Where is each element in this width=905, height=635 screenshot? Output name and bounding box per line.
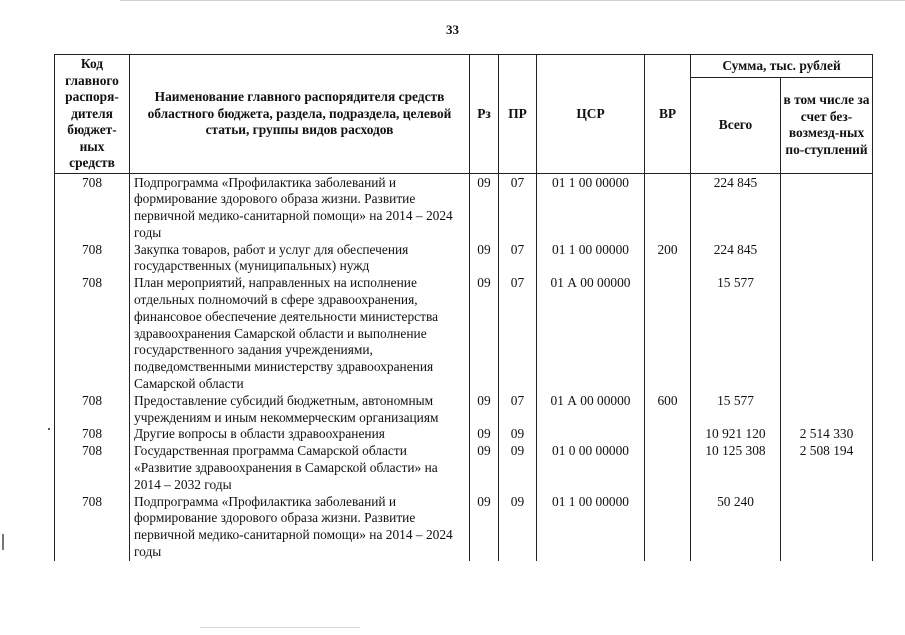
cell-total: 10 921 120 xyxy=(691,426,781,443)
cell-csr: 01 1 00 00000 xyxy=(537,242,645,276)
cell-pr: 07 xyxy=(499,275,537,393)
cell-vr: 600 xyxy=(645,393,691,427)
cell-rz: 09 xyxy=(470,173,499,242)
cell-vr xyxy=(645,443,691,493)
cell-rz: 09 xyxy=(470,443,499,493)
cell-code: 708 xyxy=(55,494,130,561)
cell-grants xyxy=(781,393,873,427)
cell-csr: 01 0 00 00000 xyxy=(537,443,645,493)
cell-rz: 09 xyxy=(470,426,499,443)
header-pr: ПР xyxy=(499,55,537,174)
table-body xyxy=(55,173,873,561)
cell-pr: 07 xyxy=(499,393,537,427)
scan-margin-mark xyxy=(2,534,4,550)
cell-name: Закупка товаров, работ и услуг для обеспечения государственных (муниципальных) нужд xyxy=(130,242,470,276)
header-code: Код главного распоря-дителя бюджет-ных средств xyxy=(55,55,130,174)
cell-grants: 2 514 330 xyxy=(781,426,873,443)
cell-vr xyxy=(645,173,691,242)
cell-code: 708 xyxy=(55,426,130,443)
table-row xyxy=(55,393,873,427)
cell-grants xyxy=(781,494,873,561)
cell-total: 15 577 xyxy=(691,393,781,427)
cell-csr xyxy=(537,426,645,443)
cell-grants: 2 508 194 xyxy=(781,443,873,493)
table-row xyxy=(55,275,873,393)
header-vr: ВР xyxy=(645,55,691,174)
header-rz: Рз xyxy=(470,55,499,174)
cell-name: Подпрограмма «Профилактика заболеваний и формирование здорового образа жизни. Развитие первичной медико-санитарной помощи» на 2014 – 2024 годы xyxy=(130,173,470,242)
cell-csr: 01 1 00 00000 xyxy=(537,494,645,561)
cell-vr xyxy=(645,426,691,443)
header-grants: в том числе за счет без-возмезд-ных по-ступлений xyxy=(781,78,873,174)
header-sum-group: Сумма, тыс. рублей xyxy=(691,55,873,78)
header-total: Всего xyxy=(691,78,781,174)
cell-total: 10 125 308 xyxy=(691,443,781,493)
cell-code: 708 xyxy=(55,393,130,427)
scan-speck xyxy=(48,428,50,430)
cell-code: 708 xyxy=(55,242,130,276)
cell-csr: 01 А 00 00000 xyxy=(537,275,645,393)
table-row xyxy=(55,494,873,561)
scan-edge-line xyxy=(120,0,905,1)
cell-pr: 07 xyxy=(499,242,537,276)
table-header xyxy=(55,55,873,174)
table-row xyxy=(55,242,873,276)
cell-rz: 09 xyxy=(470,275,499,393)
cell-total: 50 240 xyxy=(691,494,781,561)
cell-csr: 01 1 00 00000 xyxy=(537,173,645,242)
cell-code: 708 xyxy=(55,443,130,493)
budget-table xyxy=(54,54,873,561)
cell-name: Другие вопросы в области здравоохранения xyxy=(130,426,470,443)
header-name: Наименование главного распорядителя средств областного бюджета, раздела, подраздела, целевой статьи, группы видов расходов xyxy=(130,55,470,174)
cell-name: План мероприятий, направленных на исполнение отдельных полномочий в сфере здравоохранения, финансовое обеспечение деятельности министерства здравоохранения Самарской области и выполнение государственного задания учреждениями, подведомственными министерству здравоохранения Самарской области xyxy=(130,275,470,393)
cell-code: 708 xyxy=(55,275,130,393)
cell-rz: 09 xyxy=(470,242,499,276)
table-row xyxy=(55,443,873,493)
cell-code: 708 xyxy=(55,173,130,242)
cell-total: 224 845 xyxy=(691,242,781,276)
cell-rz: 09 xyxy=(470,494,499,561)
cell-pr: 09 xyxy=(499,426,537,443)
table-row xyxy=(55,173,873,242)
cell-vr: 200 xyxy=(645,242,691,276)
cell-grants xyxy=(781,242,873,276)
cell-name: Государственная программа Самарской области «Развитие здравоохранения в Самарской области» на 2014 – 2032 годы xyxy=(130,443,470,493)
cell-rz: 09 xyxy=(470,393,499,427)
cell-vr xyxy=(645,275,691,393)
cell-pr: 09 xyxy=(499,494,537,561)
cell-grants xyxy=(781,173,873,242)
cell-csr: 01 А 00 00000 xyxy=(537,393,645,427)
table-row xyxy=(55,426,873,443)
cell-total: 15 577 xyxy=(691,275,781,393)
cell-name: Предоставление субсидий бюджетным, автономным учреждениям и иным некоммерческим организациям xyxy=(130,393,470,427)
cell-pr: 07 xyxy=(499,173,537,242)
cell-name: Подпрограмма «Профилактика заболеваний и формирование здорового образа жизни. Развитие первичной медико-санитарной помощи» на 2014 – 2024 годы xyxy=(130,494,470,561)
cell-pr: 09 xyxy=(499,443,537,493)
page-number: 33 xyxy=(446,22,459,37)
cell-grants xyxy=(781,275,873,393)
scan-bottom-line xyxy=(200,627,360,628)
header-csr: ЦСР xyxy=(537,55,645,174)
cell-vr xyxy=(645,494,691,561)
cell-total: 224 845 xyxy=(691,173,781,242)
